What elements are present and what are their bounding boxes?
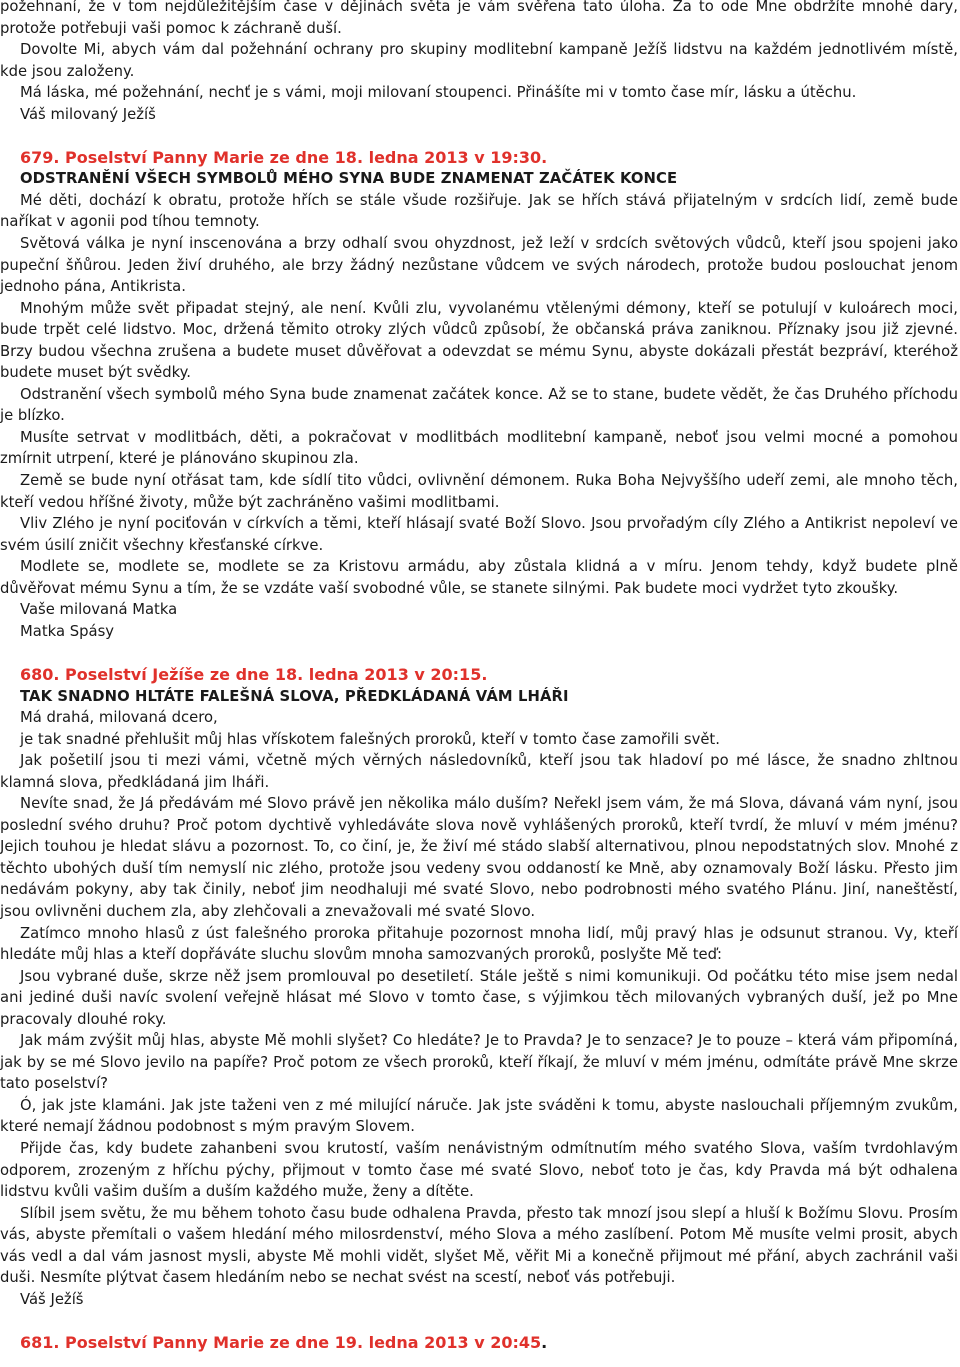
message-680-heading: 680. Poselství Ježíše ze dne 18. ledna 2013 v 20:15. xyxy=(20,664,488,684)
spacer xyxy=(0,642,958,664)
intro-paragraph: požehnaní, že v tom nejdůležitějším čase v dějinách světa je vám svěřena tato úloha. Za to ode Mne obdržíte mnohé dary, protože potřebuji vaši pomoc k záchraně duší. xyxy=(0,0,958,37)
message-679-signature: Matka Spásy xyxy=(20,622,115,640)
message-680-paragraph: Jak pošetilí jsou ti mezi vámi, včetně mých věrných následovníků, kteří jsou tak hladoví po mé lásce, že snadno zhltnou klamná slova, předkládaná jim lháři. xyxy=(0,752,958,791)
message-679-signature: Vaše milovaná Matka xyxy=(20,601,178,619)
message-679-paragraph: Mnohým může svět připadat stejný, ale není. Kvůli zlu, vyvolanému vtělenými démony, kteří se potulují v kuloárech moci, bude trpět celé lidstvo. Moc, držená těmito otroky zlých vůdců způsobí, že občanská práva zaniknou. Příznaky jsou již zjevné. Brzy budou všechna zrušena a budete muset důvěřovat a odevzdat se mému Synu, abyste dokázali přestát bezpráví, kteréhož budete muset být svědky. xyxy=(0,299,958,382)
message-681-heading-period: . xyxy=(541,1332,548,1352)
spacer xyxy=(0,1310,958,1332)
intro-paragraph: Má láska, mé požehnání, nechť je s vámi, moji milovaní stoupenci. Přinášíte mi v tomto čase mír, lásku a útěchu. xyxy=(20,84,857,102)
intro-paragraph: Dovolte Mi, abych vám dal požehnání ochrany pro skupiny modlitební kampaně Ježíš lidstvu na každém jednotlivém místě, kde jsou založeny. xyxy=(0,41,958,80)
message-679-paragraph: Světová válka je nyní inscenována a brzy odhalí svou ohyzdnost, jež leží v srdcích světových vůdců, kteří jsou spojeni jako pupeční šňůrou. Jeden živí druhého, ale brzy žádný nezůstane vůdcem ve svých národech, protože budou poslouchat jenom jednoho pána, Antikrista. xyxy=(0,235,958,296)
message-680-paragraph: Přijde čas, kdy budete zahanbeni svou krutostí, vaším nenávistným odmítnutím mého svatého Slova, vaším tvrdohlavým odporem, zrozeným z hříchu pýchy, přijmout v tomto čase mé svaté Slovo, neboť toto je čas, kdy Pravda má být odhalena lidstvu kvůli vašim duším a duším každého muže, ženy a dítěte. xyxy=(0,1139,958,1201)
message-679-title: ODSTRANĚNÍ VŠECH SYMBOLŮ MÉHO SYNA BUDE ZNAMENAT ZAČÁTEK KONCE xyxy=(20,170,678,188)
message-679-paragraph: Země se bude nyní otřásat tam, kde sídlí tito vůdci, ovlivnění démonem. Ruka Boha Nejvyššího udeří zemi, ale mnoho těch, kteří vedou hříšné životy, může být zachráněno vašimi modlitbami. xyxy=(0,472,958,511)
message-680-paragraph: Slíbil jsem světu, že mu během tohoto času bude odhalena Pravda, přesto tak mnozí jsou slepí a hluší k Božímu Slovu. Prosím vás, abyste přemítali o vašem hledání mého milosrdenství, mého Slova a mého zaslíbení. Potom Mě musíte velmi prosit, abych vás vedl a dal vám jasnost mysli, abyste Mě mohli vidět, slyšet Mě, věřit Mi a konečně přijmout mé přání, abych zachránil vaši duši. Nesmíte plýtvat časem hledáním nebo se nechat svést na scestí, neboť vás potřebuji. xyxy=(0,1204,958,1287)
message-679-paragraph: Vliv Zlého je nyní pociťován v církvích a těmi, kteří hlásají svaté Boží Slovo. Jsou prvořadým cíly Zlého a Antikrist nepoleví ve svém úsilí zničit všechny křesťanské církve. xyxy=(0,515,958,554)
message-680-title: TAK SNADNO HLTÁTE FALEŠNÁ SLOVA, PŘEDKLÁDANÁ VÁM LHÁŘI xyxy=(20,687,569,705)
spacer xyxy=(0,125,958,147)
message-681-heading xyxy=(0,1332,958,1354)
message-680-signature: Váš Ježíš xyxy=(20,1290,84,1308)
message-679-paragraph: Mé děti, dochází k obratu, protože hřích se stále všude rozšiřuje. Jak se hřích stává přijatelným v srdcích lidí, země bude naříkat v agonii pod tíhou temnoty. xyxy=(0,191,958,231)
message-680-paragraph: je tak snadné přehlušit můj hlas vřískotem falešných proroků, kteří v tomto čase zamořili svět. xyxy=(20,730,720,748)
message-681-heading-text: 681. Poselství Panny Marie ze dne 19. ledna 2013 v 20:45 xyxy=(20,1332,542,1352)
message-680-paragraph: Ó, jak jste klamáni. Jak jste taženi ven z mé milující náruče. Jak jste sváděni k tomu, abyste naslouchali příjemným zvukům, které nemají žádnou podobnost s mým pravým Slovem. xyxy=(0,1096,958,1136)
message-679-heading: 679. Poselství Panny Marie ze dne 18. ledna 2013 v 19:30. xyxy=(20,147,548,167)
message-680-paragraph: Nevíte snad, že Já předávám mé Slovo právě jen několika málo duším? Neřekl jsem vám, že má Slova, dávaná vám nyní, jsou poslední svého druhu? Proč potom dychtivě vyhledáváte slova nově vyhlášených proroků, kteří tvrdí, že mluví v mém jménu? Jejich touhou je hledat slávu a pozornost. To, co činí, je, že živí mé stádo slabší alternativou, plnou nepodstatných slov. Mnohé z těchto ubohých duší tím nemyslí nic zlého, protože jsou vedeny svou oddaností ke Mně, aby oznamovaly Boží lásku. Přesto jim nedávám pokyny, aby tak činily, neboť jim neodhaluji mé svaté Slovo, nebo podrobnosti mého svatého Plánu. Jiní, naneštěstí, jsou ovlivněni duchem zla, aby zlehčovali a znevažovali mé svaté Slovo. xyxy=(0,795,958,920)
message-680-paragraph: Zatímco mnoho hlasů z úst falešného proroka přitahuje pozornost mnoha lidí, můj pravý hlas je odsunut stranou. Vy, kteří hledáte můj hlas a kteří dopřáváte sluchu slovům mnoha samozvaných proroků, poslyšte Mě teď: xyxy=(0,924,958,964)
message-679-paragraph: Musíte setrvat v modlitbách, děti, a pokračovat v modlitbách modlitební kampaně, neboť jsou velmi mocné a pomohou zmírnit utrpení, které je plánováno skupinou zla. xyxy=(0,428,958,468)
message-680-paragraph: Jsou vybrané duše, skrze něž jsem promlouval po desetiletí. Stále ještě s nimi komunikuji. Od počátku této mise jsem nedal ani jediné duši navíc svolení veřejně hlásat mé Slovo v tomto čase, s výjimkou těch milovaných vybraných duší, jež po Mne pracovaly dlouhé roky. xyxy=(0,967,958,1028)
message-679-paragraph: Modlete se, modlete se, modlete se za Kristovu armádu, aby zůstala klidná a v míru. Jenom tehdy, když budete plně důvěřovat mému Synu a tím, že se vzdáte vaší svobodné vůle, se stanete silnými. Pak budete moci vydržet tyto zkoušky. xyxy=(0,558,958,597)
message-680-paragraph: Jak mám zvýšit můj hlas, abyste Mě mohli slyšet? Co hledáte? Je to Pravda? Je to senzace? Je to pouze – která vám připomíná, jak by se mé Slovo jevilo na papíře? Proč potom ze všech proroků, kteří říkají, že mluví v mém jménu, odmítáte právě Mne skrze tato poselství? xyxy=(0,1032,958,1093)
message-680-paragraph: Má drahá, milovaná dcero, xyxy=(20,709,218,727)
intro-signature: Váš milovaný Ježíš xyxy=(20,105,156,123)
message-679-paragraph: Odstranění všech symbolů mého Syna bude znamenat začátek konce. Až se to stane, budete vědět, že čas Druhého příchodu je blízko. xyxy=(0,385,958,425)
